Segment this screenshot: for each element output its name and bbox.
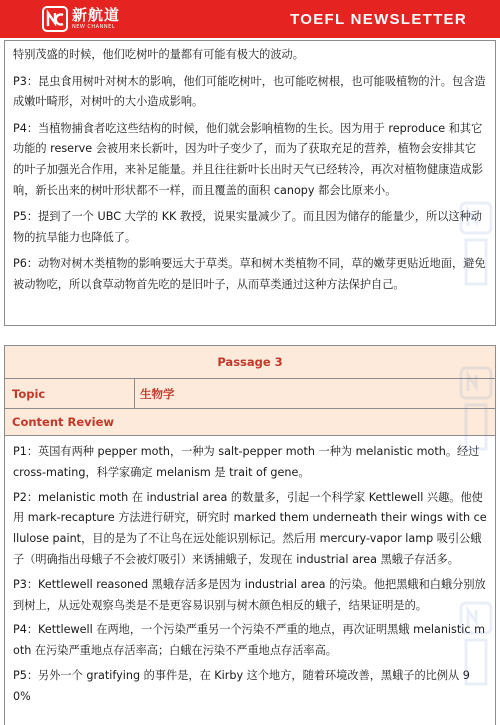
new-channel-logo-icon [42, 6, 68, 32]
topic-row [5, 379, 495, 409]
content-review-body [5, 436, 495, 708]
paragraph: 特别茂盛的时候，他们吃树叶的量都有可能有极大的波动。 [13, 48, 304, 61]
content-review-label: Content Review [5, 409, 495, 436]
logo-chinese-name: 新航道 [72, 6, 121, 24]
paragraph: P6：动物对树木类植物的影响要远大于草类。草和树木类植物不同，草的嫩芽更贴近地面，避免被动物吃，所以食草动物首先吃的是旧叶子，从而草类通过这种方法保护自己。 [13, 257, 486, 291]
newsletter-header [0, 0, 500, 38]
passage-title: Passage 3 [5, 346, 495, 379]
topic-label: Topic [5, 379, 135, 408]
paragraph: P4：Kettlewell 在两地，一个污染严重另一个污染不严重的地点，再次证明黑蛾 melanistic moth 在污染严重地点存活率高；白蛾在污染不严重地点存活率高。 [13, 623, 485, 658]
newsletter-title: TOEFL NEWSLETTER [290, 11, 467, 28]
passage-3-table [4, 345, 496, 725]
paragraph: P3：Kettlewell reasoned 黑蛾存活多是因为 industrial area 的污染。他把黑蛾和白蛾分别放到树上，从远处观察鸟类是不是更容易识别与树木颜色相反的蛾子，结果证明是的。 [13, 577, 486, 612]
paragraph: P4：当植物捕食者吃这些结构的时候，他们就会影响植物的生长。因为用于 reproduce 和其它功能的 reserve 会被用来长新叶，因为叶子变少了，而为了获取充足的营养，植物会安排其它的叶子加强光合作用，来补足能量。并且往往新叶长出时天气已经转冷，再次对植物健康造成影响，新长出来的树叶形状都不一样，而且覆盖的面积 canopy 都会比原来小。 [13, 121, 483, 197]
paragraph: P1：英国有两种 pepper moth，一种为 salt-pepper moth 一种为 melanistic moth。经过 cross-mating，科学家确定 melanism 是 trait of gene。 [13, 445, 480, 479]
paragraph: P5：提到了一个 UBC 大学的 KK 教授，说果实量减少了。而且因为储存的能量少，所以这种动物的抗旱能力也降低了。 [13, 210, 482, 244]
paragraph: P5：另外一个 gratifying 的事件是，在 Kirby 这个地方，随着环境改善，黑蛾子的比例从 90% [13, 668, 470, 703]
paragraph: P3：昆虫食用树叶对树木的影响，他们可能吃树叶，也可能吃树根，也可能吸植物的汁。包含造成嫩叶畸形，对树叶的大小造成影响。 [13, 74, 486, 109]
continued-content-box [4, 40, 496, 326]
logo-english-name: NEW CHANNEL [72, 24, 116, 30]
watermark-logo-icon [458, 365, 494, 455]
watermark-logo-icon [458, 600, 494, 690]
brand-logo [42, 6, 120, 32]
watermark-logo-icon [458, 200, 494, 290]
paragraph: P2：melanistic moth 在 industrial area 的数量多，引起一个科学家 Kettlewell 兴趣。他使用 mark-recapture 方法进行研究，研究时 marked them underneath their wings with cellulose paint，目的是为了不让鸟在远处能识别标记。然后用 mercury-vapor lamp 吸引公蛾子（明确指出母蛾子不会被灯吸引）来诱捕蛾子，发现在 industrial area 黑蛾子存活多。 [13, 490, 487, 566]
topic-value: 生物学 [135, 379, 495, 408]
